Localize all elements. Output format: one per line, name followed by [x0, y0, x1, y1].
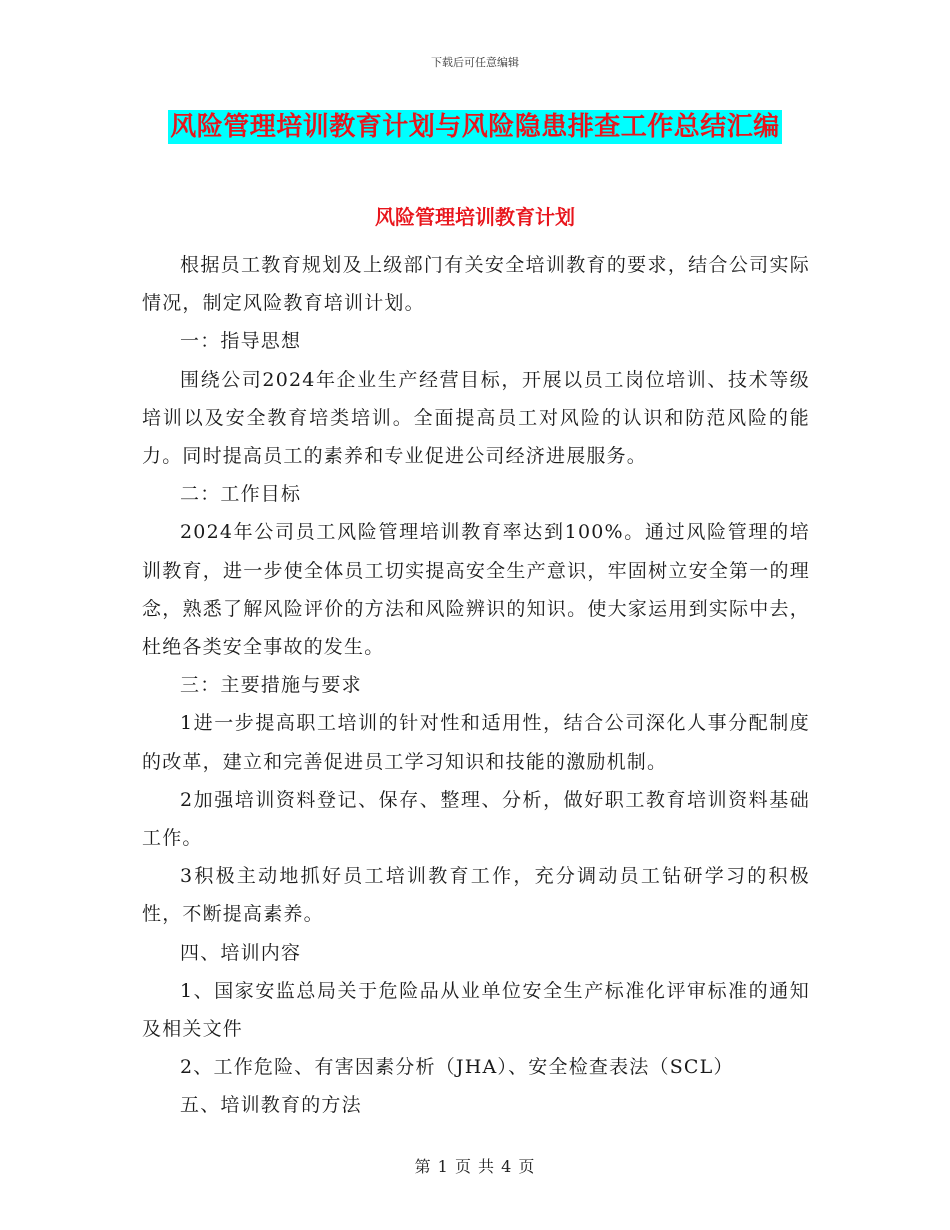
document-body	[142, 246, 810, 1125]
paragraph: 2024年公司员工风险管理培训教育率达到100%。通过风险管理的培训教育，进一步使全体员工切实提高安全生产意识，牢固树立安全第一的理念，熟悉了解风险评价的方法和风险辨识的知识。使大家运用到实际中去，杜绝各类安全事故的发生。	[142, 521, 810, 659]
paragraph: 3积极主动地抓好员工培训教育工作，充分调动员工钻研学习的积极性，不断提高素养。	[142, 865, 810, 926]
paragraph: 1进一步提高职工培训的针对性和适用性，结合公司深化人事分配制度的改革，建立和完善促进员工学习知识和技能的激励机制。	[142, 712, 810, 773]
section-title: 风险管理培训教育计划	[375, 205, 575, 229]
main-title: 风险管理培训教育计划与风险隐患排查工作总结汇编	[170, 112, 780, 142]
paragraph: 根据员工教育规划及上级部门有关安全培训教育的要求，结合公司实际情况，制定风险教育培训计划。	[142, 254, 810, 315]
paragraph: 五、培训教育的方法	[180, 1094, 362, 1117]
paragraph: 四、培训内容	[180, 941, 302, 964]
paragraph: 三：主要措施与要求	[180, 674, 362, 697]
paragraph: 2、工作危险、有害因素分析（JHA）、安全检查表法（SCL）	[180, 1056, 734, 1079]
page-footer: 第 1 页 共 4 页	[414, 1157, 536, 1176]
header-note: 下载后可任意编辑	[431, 56, 519, 69]
paragraph: 2加强培训资料登记、保存、整理、分析，做好职工教育培训资料基础工作。	[142, 788, 810, 850]
paragraph: 一：指导思想	[180, 330, 302, 353]
paragraph: 围绕公司2024年企业生产经营目标，开展以员工岗位培训、技术等级培训以及安全教育培类培训。全面提高员工对风险的认识和防范风险的能力。同时提高员工的素养和专业促进公司经济进展服务。	[142, 368, 810, 468]
main-title-wrap	[0, 110, 950, 144]
paragraph: 1、国家安监总局关于危险品从业单位安全生产标准化评审标准的通知及相关文件	[142, 979, 810, 1041]
paragraph: 二：工作目标	[180, 483, 302, 506]
